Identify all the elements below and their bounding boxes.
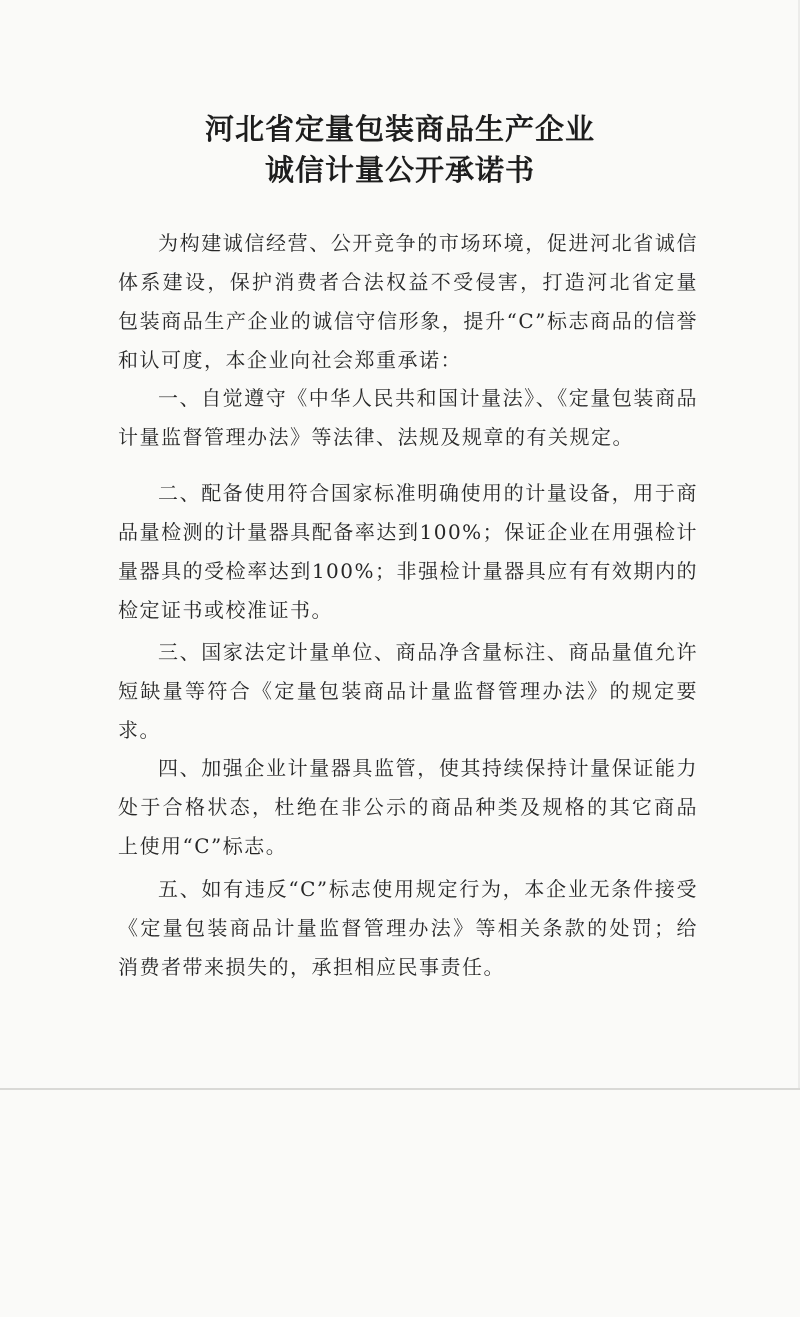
document-title-line-1: 河北省定量包装商品生产企业: [204, 112, 595, 146]
pledge-item-1: 一、自觉遵守《中华人民共和国计量法》、《定量包装商品计量监督管理办法》等法律、法规及规章的有关规定。: [118, 386, 698, 449]
intro-paragraph: 为构建诚信经营、公开竞争的市场环境，促进河北省诚信体系建设，保护消费者合法权益不受侵害，打造河北省定量包装商品生产企业的诚信守信形象，提升“C”标志商品的信誉和认可度，本企业向社会郑重承诺：: [118, 231, 698, 372]
document-title-line-2: 诚信计量公开承诺书: [264, 153, 535, 187]
pledge-item-4: 四、加强企业计量器具监管，使其持续保持计量保证能力处于合格状态，杜绝在非公示的商品种类及规格的其它商品上使用“C”标志。: [118, 756, 698, 858]
pledge-item-2: 二、配备使用符合国家标准明确使用的计量设备，用于商品量检测的计量器具配备率达到100%；保证企业在用强检计量器具的受检率达到100%；非强检计量器具应有有效期内的检定证书或校准证书。: [118, 481, 698, 622]
pledge-item-5: 五、如有违反“C”标志使用规定行为，本企业无条件接受《定量包装商品计量监督管理办法》等相关条款的处罚；给消费者带来损失的，承担相应民事责任。: [118, 877, 698, 979]
pledge-item-3: 三、国家法定计量单位、商品净含量标注、商品量值允许短缺量等符合《定量包装商品计量监督管理办法》的规定要求。: [118, 640, 698, 742]
scan-bottom-edge: [0, 1088, 800, 1090]
